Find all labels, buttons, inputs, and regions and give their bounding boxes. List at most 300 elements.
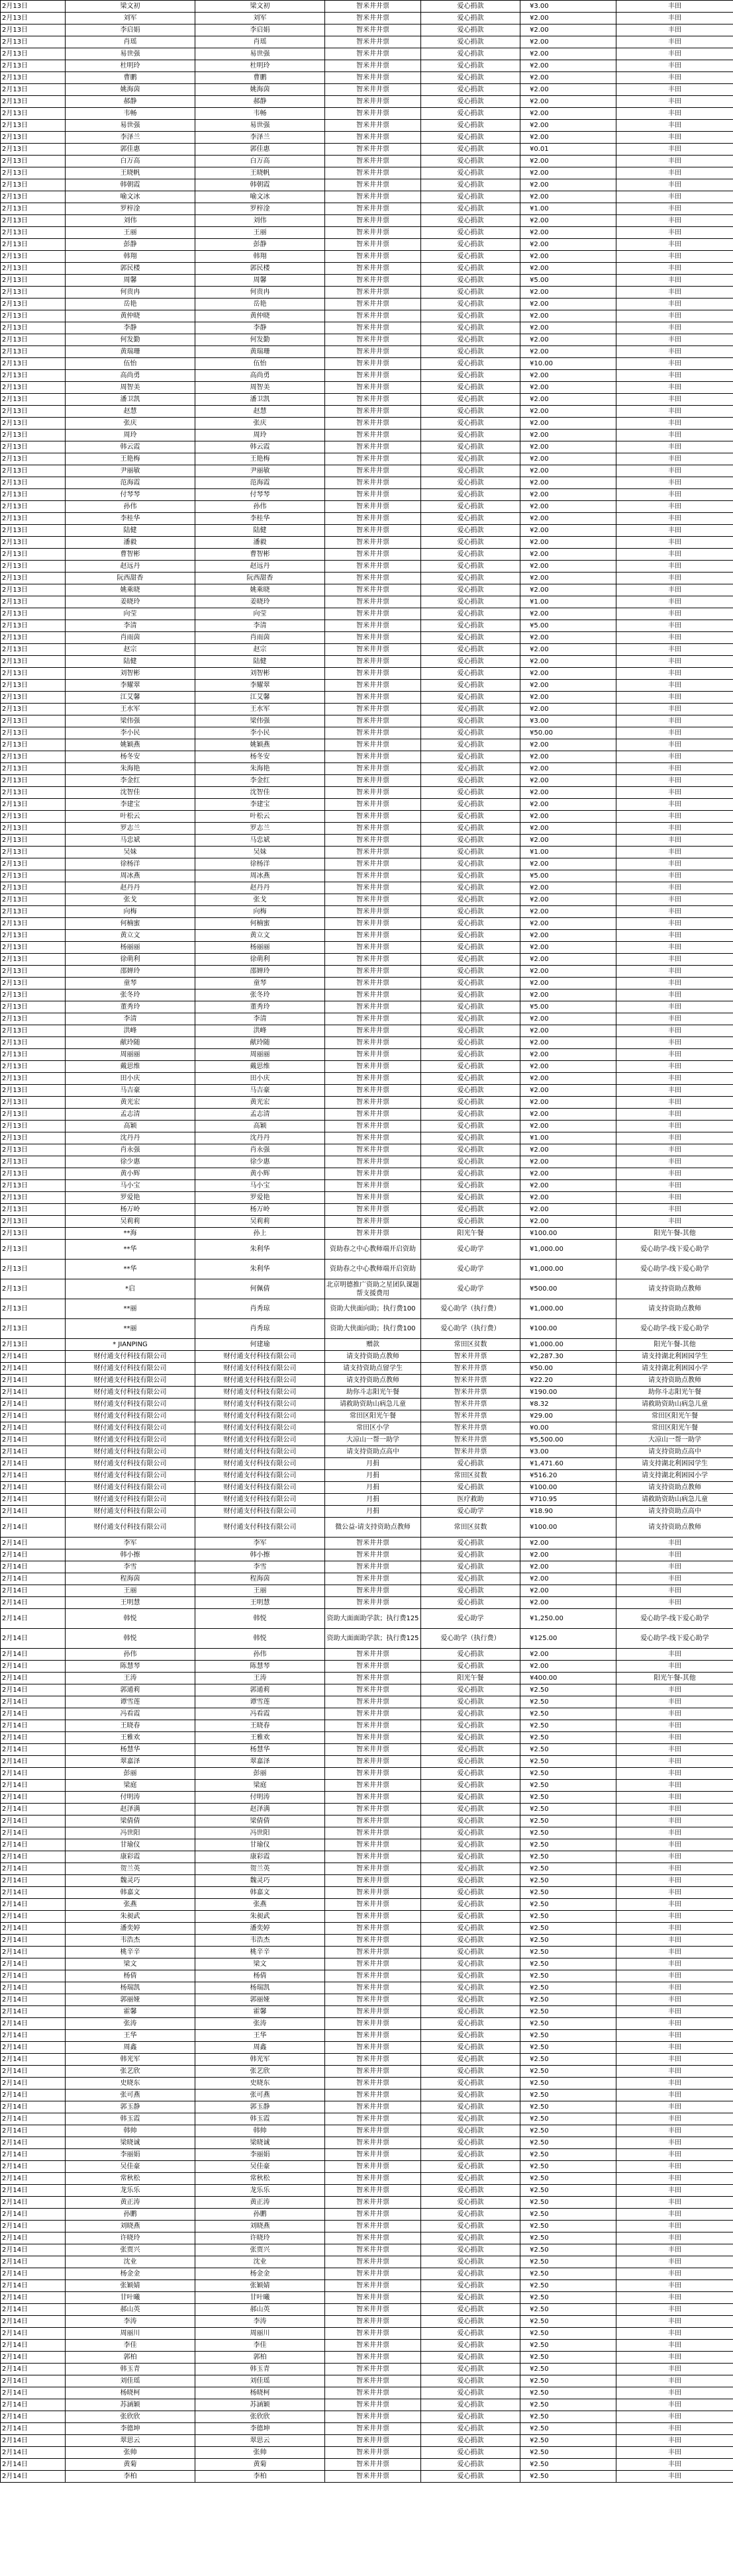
purpose-cell: 智米井井票 xyxy=(325,2244,421,2256)
name-cell: 黄光宏 xyxy=(195,1097,325,1109)
table-row xyxy=(1,465,733,477)
purpose-cell: 智米井井票 xyxy=(325,942,421,954)
amount-cell: ¥1,000.00 xyxy=(520,1299,616,1319)
table-row xyxy=(1,918,733,930)
project-cell: 丰田 xyxy=(616,704,733,715)
table-row xyxy=(1,2435,733,2447)
name-cell: 何佩倩 xyxy=(195,1279,325,1299)
project-cell: 丰田 xyxy=(616,477,733,489)
project-cell: 请支持湖北利困园小学 xyxy=(616,1470,733,1482)
project-cell: 丰田 xyxy=(616,1923,733,1935)
project-cell: 丰田 xyxy=(616,656,733,668)
date-cell: 2月13日 xyxy=(1,751,66,763)
category-cell: 爱心捐款 xyxy=(421,1458,520,1470)
table-row xyxy=(1,1240,733,1260)
category-cell: 爱心捐款 xyxy=(421,1696,520,1708)
project-cell: 丰田 xyxy=(616,287,733,299)
name-cell: 肖瑶 xyxy=(195,36,325,48)
name-cell: 潘毅 xyxy=(195,537,325,549)
category-cell: 爱心捐款 xyxy=(421,96,520,108)
amount-cell: ¥2.00 xyxy=(520,584,616,596)
date-cell: 2月14日 xyxy=(1,2375,66,2387)
table-row xyxy=(1,322,733,334)
name-cell: 赵慧 xyxy=(195,406,325,418)
name-cell: 财付通支付科技有限公司 xyxy=(195,1506,325,1518)
amount-cell: ¥2.00 xyxy=(520,775,616,787)
date-cell: 2月14日 xyxy=(1,2411,66,2423)
donor-cell: 周鑫 xyxy=(66,2042,195,2054)
name-cell: 李桂华 xyxy=(195,513,325,525)
amount-cell: ¥2.00 xyxy=(520,1649,616,1661)
donor-cell: 李静 xyxy=(66,322,195,334)
date-cell: 2月13日 xyxy=(1,227,66,239)
table-row xyxy=(1,2399,733,2411)
donor-cell: 李丽娟 xyxy=(66,2149,195,2161)
date-cell: 2月13日 xyxy=(1,501,66,513)
category-cell: 爱心捐款 xyxy=(421,1661,520,1673)
amount-cell: ¥2.50 xyxy=(520,1935,616,1947)
name-cell: 朱昶武 xyxy=(195,1911,325,1923)
date-cell: 2月13日 xyxy=(1,775,66,787)
date-cell: 2月14日 xyxy=(1,1561,66,1573)
donor-cell: 韩玉青 xyxy=(66,2364,195,2375)
category-cell: 爱心捐款 xyxy=(421,144,520,156)
date-cell: 2月13日 xyxy=(1,156,66,167)
table-row xyxy=(1,894,733,906)
category-cell: 爱心捐款 xyxy=(421,394,520,406)
purpose-cell: 月捐 xyxy=(325,1470,421,1482)
table-row xyxy=(1,1482,733,1494)
donor-cell: 张帅 xyxy=(66,2447,195,2459)
amount-cell: ¥1,000.00 xyxy=(520,1260,616,1279)
name-cell: 李建宝 xyxy=(195,799,325,811)
project-cell: 丰田 xyxy=(616,537,733,549)
name-cell: 甘瑜仪 xyxy=(195,1839,325,1851)
project-cell: 请支持湖北利困园小学 xyxy=(616,1363,733,1375)
amount-cell: ¥2.00 xyxy=(520,799,616,811)
project-cell: 丰田 xyxy=(616,2435,733,2447)
date-cell: 2月13日 xyxy=(1,954,66,966)
name-cell: 韩玉青 xyxy=(195,2364,325,2375)
name-cell: 黄瑞珊 xyxy=(195,346,325,358)
date-cell: 2月14日 xyxy=(1,2447,66,2459)
purpose-cell: 智米井井票 xyxy=(325,191,421,203)
table-row xyxy=(1,584,733,596)
category-cell: 爱心捐款 xyxy=(421,894,520,906)
date-cell: 2月14日 xyxy=(1,1538,66,1549)
date-cell: 2月13日 xyxy=(1,608,66,620)
project-cell: 丰田 xyxy=(616,573,733,584)
name-cell: 杨倩 xyxy=(195,1970,325,1982)
amount-cell: ¥18.90 xyxy=(520,1506,616,1518)
amount-cell: ¥100.00 xyxy=(520,1482,616,1494)
name-cell: 何发勤 xyxy=(195,334,325,346)
category-cell: 爱心捐款 xyxy=(421,561,520,573)
purpose-cell: 智米井井票 xyxy=(325,1156,421,1168)
amount-cell: ¥2.00 xyxy=(520,132,616,144)
project-cell: 丰田 xyxy=(616,966,733,978)
purpose-cell: 智米井井票 xyxy=(325,2435,421,2447)
project-cell: 丰田 xyxy=(616,811,733,823)
date-cell: 2月14日 xyxy=(1,2209,66,2221)
purpose-cell: 智米井井票 xyxy=(325,1911,421,1923)
name-cell: 梁文初 xyxy=(195,1,325,13)
purpose-cell: 智米井井票 xyxy=(325,596,421,608)
project-cell: 丰田 xyxy=(616,2078,733,2090)
table-row xyxy=(1,537,733,549)
name-cell: 王雅欢 xyxy=(195,1732,325,1744)
category-cell: 智米井井票 xyxy=(421,1399,520,1410)
amount-cell: ¥3.00 xyxy=(520,715,616,727)
project-cell: 丰田 xyxy=(616,942,733,954)
category-cell: 爱心捐款 xyxy=(421,644,520,656)
project-cell: 爱心助学-线下爱心助学 xyxy=(616,1609,733,1629)
date-cell: 2月13日 xyxy=(1,1049,66,1061)
project-cell: 丰田 xyxy=(616,191,733,203)
name-cell: 魏灵巧 xyxy=(195,1875,325,1887)
purpose-cell: 资助大面面助学款；执行费125 xyxy=(325,1609,421,1629)
amount-cell: ¥2.00 xyxy=(520,179,616,191)
donor-cell: 李小民 xyxy=(66,727,195,739)
date-cell: 2月14日 xyxy=(1,2161,66,2173)
table-row xyxy=(1,1001,733,1013)
donor-cell: 高颖 xyxy=(66,1121,195,1132)
purpose-cell: 智米井井票 xyxy=(325,1696,421,1708)
date-cell: 2月14日 xyxy=(1,1708,66,1720)
name-cell: 韩朝霞 xyxy=(195,179,325,191)
amount-cell: ¥2.00 xyxy=(520,108,616,120)
project-cell: 丰田 xyxy=(616,2113,733,2125)
purpose-cell: 智米井井票 xyxy=(325,418,421,430)
date-cell: 2月14日 xyxy=(1,1573,66,1585)
amount-cell: ¥2.00 xyxy=(520,167,616,179)
category-cell: 爱心捐款 xyxy=(421,2101,520,2113)
amount-cell: ¥2.00 xyxy=(520,1097,616,1109)
amount-cell: ¥2.50 xyxy=(520,1970,616,1982)
donor-cell: 贺兰英 xyxy=(66,1863,195,1875)
purpose-cell: 智米井井票 xyxy=(325,1887,421,1899)
name-cell: 李小民 xyxy=(195,727,325,739)
donor-cell: 李佳 xyxy=(66,2340,195,2352)
category-cell: 爱心捐款 xyxy=(421,1025,520,1037)
category-cell: 爱心捐款 xyxy=(421,1720,520,1732)
category-cell: 智米井井票 xyxy=(421,1410,520,1422)
table-row xyxy=(1,2304,733,2316)
amount-cell: ¥2.00 xyxy=(520,1561,616,1573)
name-cell: 吴妹 xyxy=(195,847,325,858)
project-cell: 丰田 xyxy=(616,96,733,108)
category-cell: 智米井井票 xyxy=(421,1446,520,1458)
category-cell: 爱心捐款 xyxy=(421,2030,520,2042)
donor-cell: 张戈 xyxy=(66,894,195,906)
name-cell: 周鑫 xyxy=(195,2042,325,2054)
date-cell: 2月14日 xyxy=(1,1597,66,1609)
table-row xyxy=(1,1518,733,1538)
donor-cell: 范海霞 xyxy=(66,477,195,489)
name-cell: 周丽丽 xyxy=(195,1049,325,1061)
name-cell: 孙伟 xyxy=(195,501,325,513)
table-row xyxy=(1,167,733,179)
amount-cell: ¥2.00 xyxy=(520,48,616,60)
amount-cell: ¥2.00 xyxy=(520,489,616,501)
name-cell: 吴莉莉 xyxy=(195,1216,325,1228)
amount-cell: ¥2.00 xyxy=(520,227,616,239)
amount-cell: ¥2.00 xyxy=(520,811,616,823)
project-cell: 丰田 xyxy=(616,1982,733,1994)
amount-cell: ¥2.50 xyxy=(520,1804,616,1816)
table-row xyxy=(1,1025,733,1037)
table-row xyxy=(1,2209,733,2221)
category-cell: 智米井井票 xyxy=(421,1351,520,1363)
amount-cell: ¥2.00 xyxy=(520,966,616,978)
amount-cell: ¥2.00 xyxy=(520,346,616,358)
amount-cell: ¥2.00 xyxy=(520,239,616,251)
date-cell: 2月14日 xyxy=(1,1792,66,1804)
category-cell: 爱心捐款 xyxy=(421,382,520,394)
donor-cell: 朱昶武 xyxy=(66,1911,195,1923)
category-cell: 爱心捐款 xyxy=(421,477,520,489)
category-cell: 爱心捐款 xyxy=(421,1744,520,1756)
category-cell: 爱心捐款 xyxy=(421,727,520,739)
purpose-cell: 智米井井票 xyxy=(325,704,421,715)
category-cell: 爱心捐款 xyxy=(421,1684,520,1696)
donor-cell: 财付通支付科技有限公司 xyxy=(66,1494,195,1506)
purpose-cell: 智米井井票 xyxy=(325,2328,421,2340)
donor-cell: 周丽丽 xyxy=(66,1049,195,1061)
donor-cell: 高尚勇 xyxy=(66,370,195,382)
project-cell: 丰田 xyxy=(616,430,733,441)
category-cell: 爱心捐款 xyxy=(421,346,520,358)
category-cell: 爱心捐款 xyxy=(421,2364,520,2375)
amount-cell: ¥2.50 xyxy=(520,2316,616,2328)
amount-cell: ¥2.00 xyxy=(520,644,616,656)
project-cell: 丰田 xyxy=(616,2340,733,2352)
project-cell: 丰田 xyxy=(616,13,733,24)
table-row xyxy=(1,1121,733,1132)
amount-cell: ¥2.50 xyxy=(520,2113,616,2125)
table-row xyxy=(1,715,733,727)
table-row xyxy=(1,441,733,453)
table-row xyxy=(1,1684,733,1696)
purpose-cell: 智米井井票 xyxy=(325,1192,421,1204)
category-cell: 爱心捐款 xyxy=(421,2340,520,2352)
amount-cell: ¥2.00 xyxy=(520,1013,616,1025)
donor-cell: 陆健 xyxy=(66,656,195,668)
name-cell: 史晓东 xyxy=(195,2078,325,2090)
purpose-cell: 智米井井票 xyxy=(325,120,421,132)
table-row xyxy=(1,84,733,96)
date-cell: 2月13日 xyxy=(1,727,66,739)
donor-cell: 张贾兴 xyxy=(66,2244,195,2256)
donor-cell: 向梅 xyxy=(66,906,195,918)
purpose-cell: 智米井井票 xyxy=(325,2149,421,2161)
amount-cell: ¥2.50 xyxy=(520,1851,616,1863)
date-cell: 2月14日 xyxy=(1,1947,66,1958)
name-cell: 张可燕 xyxy=(195,2090,325,2101)
donor-cell: 罗梓淦 xyxy=(66,203,195,215)
amount-cell: ¥2.00 xyxy=(520,823,616,835)
table-row xyxy=(1,120,733,132)
name-cell: 赵泽满 xyxy=(195,1804,325,1816)
purpose-cell: 智米井井票 xyxy=(325,96,421,108)
amount-cell: ¥2.00 xyxy=(520,954,616,966)
table-row xyxy=(1,835,733,847)
date-cell: 2月14日 xyxy=(1,1756,66,1768)
name-cell: 郭丽娅 xyxy=(195,1994,325,2006)
donor-cell: 刘佳瑶 xyxy=(66,2375,195,2387)
date-cell: 2月14日 xyxy=(1,2268,66,2280)
donor-cell: 梁文 xyxy=(66,1958,195,1970)
category-cell: 爱心捐款 xyxy=(421,358,520,370)
purpose-cell: 智米井井票 xyxy=(325,2125,421,2137)
name-cell: 张涛 xyxy=(195,2018,325,2030)
category-cell: 爱心捐款 xyxy=(421,1935,520,1947)
project-cell: 阳光午餐-其他 xyxy=(616,1673,733,1684)
table-row xyxy=(1,1744,733,1756)
project-cell: 丰田 xyxy=(616,370,733,382)
name-cell: 杨晓柯 xyxy=(195,2387,325,2399)
amount-cell: ¥2.00 xyxy=(520,656,616,668)
purpose-cell: 智米井井票 xyxy=(325,978,421,989)
category-cell: 爱心捐款 xyxy=(421,1109,520,1121)
amount-cell: ¥2.00 xyxy=(520,394,616,406)
name-cell: 王丽 xyxy=(195,227,325,239)
date-cell: 2月14日 xyxy=(1,1970,66,1982)
table-row xyxy=(1,251,733,263)
date-cell: 2月13日 xyxy=(1,1216,66,1228)
amount-cell: ¥2.00 xyxy=(520,191,616,203)
donor-cell: 杨慧华 xyxy=(66,1744,195,1756)
donor-cell: 孟志清 xyxy=(66,1109,195,1121)
purpose-cell: 智米井井票 xyxy=(325,1804,421,1816)
project-cell: 丰田 xyxy=(616,1720,733,1732)
amount-cell: ¥2.50 xyxy=(520,2042,616,2054)
donor-cell: 王明慧 xyxy=(66,1597,195,1609)
amount-cell: ¥2.50 xyxy=(520,2340,616,2352)
date-cell: 2月13日 xyxy=(1,715,66,727)
date-cell: 2月13日 xyxy=(1,441,66,453)
category-cell: 爱心捐款 xyxy=(421,132,520,144)
amount-cell: ¥2.50 xyxy=(520,2292,616,2304)
purpose-cell: 智米井井票 xyxy=(325,84,421,96)
project-cell: 丰田 xyxy=(616,787,733,799)
name-cell: 桃辛辛 xyxy=(195,1947,325,1958)
project-cell: 丰田 xyxy=(616,1,733,13)
date-cell: 2月13日 xyxy=(1,1279,66,1299)
category-cell: 爱心捐款 xyxy=(421,322,520,334)
table-row xyxy=(1,489,733,501)
donor-cell: 黄立文 xyxy=(66,930,195,942)
donor-cell: **华 xyxy=(66,1240,195,1260)
purpose-cell: 智米井井票 xyxy=(325,2018,421,2030)
category-cell: 爱心捐款 xyxy=(421,1994,520,2006)
project-cell: 丰田 xyxy=(616,1168,733,1180)
table-row xyxy=(1,1875,733,1887)
category-cell: 爱心捐款 xyxy=(421,2328,520,2340)
donor-cell: 杨倩 xyxy=(66,1970,195,1982)
category-cell: 爱心捐款 xyxy=(421,513,520,525)
project-cell: 丰田 xyxy=(616,1549,733,1561)
date-cell: 2月13日 xyxy=(1,310,66,322)
category-cell: 爱心捐款 xyxy=(421,84,520,96)
project-cell: 丰田 xyxy=(616,1085,733,1097)
donor-cell: 韩玉霞 xyxy=(66,2113,195,2125)
donor-cell: 王艳梅 xyxy=(66,453,195,465)
project-cell: 丰田 xyxy=(616,310,733,322)
name-cell: 谭雪莲 xyxy=(195,1696,325,1708)
name-cell: 刘智彬 xyxy=(195,668,325,680)
purpose-cell: 智米井井票 xyxy=(325,1708,421,1720)
date-cell: 2月13日 xyxy=(1,144,66,156)
name-cell: 孟志清 xyxy=(195,1109,325,1121)
name-cell: 高尚勇 xyxy=(195,370,325,382)
donor-cell: 陆健 xyxy=(66,525,195,537)
category-cell: 爱心捐款 xyxy=(421,870,520,882)
donor-cell: 白万高 xyxy=(66,156,195,167)
project-cell: 丰田 xyxy=(616,1597,733,1609)
donor-cell: 杨万岭 xyxy=(66,1204,195,1216)
table-row xyxy=(1,1947,733,1958)
purpose-cell: 智米井井票 xyxy=(325,525,421,537)
project-cell: 请救助资助山病急儿童 xyxy=(616,1399,733,1410)
table-row xyxy=(1,966,733,978)
category-cell: 爱心捐款 xyxy=(421,1947,520,1958)
table-row xyxy=(1,1827,733,1839)
amount-cell: ¥2.00 xyxy=(520,858,616,870)
category-cell: 爱心捐款 xyxy=(421,2232,520,2244)
name-cell: 韩小擦 xyxy=(195,1549,325,1561)
table-row xyxy=(1,1839,733,1851)
project-cell: 丰田 xyxy=(616,382,733,394)
donor-cell: **丽 xyxy=(66,1299,195,1319)
purpose-cell: 资助春之中心教师端开启资助 xyxy=(325,1240,421,1260)
date-cell: 2月14日 xyxy=(1,2173,66,2185)
name-cell: 田小庆 xyxy=(195,1073,325,1085)
table-row xyxy=(1,608,733,620)
category-cell: 爱心捐款 xyxy=(421,537,520,549)
donor-cell: 董秀玲 xyxy=(66,1001,195,1013)
category-cell: 爱心捐款 xyxy=(421,751,520,763)
project-cell: 丰田 xyxy=(616,322,733,334)
amount-cell: ¥2.00 xyxy=(520,430,616,441)
name-cell: 张庆 xyxy=(195,418,325,430)
project-cell: 请支持资助点高中 xyxy=(616,1506,733,1518)
amount-cell: ¥2.00 xyxy=(520,1661,616,1673)
category-cell: 爱心捐款 xyxy=(421,1585,520,1597)
donor-cell: 陈慧琴 xyxy=(66,1661,195,1673)
project-cell: 丰田 xyxy=(616,1958,733,1970)
name-cell: 杨金金 xyxy=(195,2268,325,2280)
date-cell: 2月14日 xyxy=(1,2113,66,2125)
category-cell: 爱心捐款 xyxy=(421,1708,520,1720)
table-row xyxy=(1,882,733,894)
name-cell: 杜明玲 xyxy=(195,60,325,72)
table-row xyxy=(1,239,733,251)
category-cell: 爱心捐款 xyxy=(421,2161,520,2173)
donor-cell: 韩嘉文 xyxy=(66,1887,195,1899)
amount-cell: ¥2.00 xyxy=(520,299,616,310)
purpose-cell: 智米井井票 xyxy=(325,918,421,930)
table-row xyxy=(1,989,733,1001)
amount-cell: ¥2.00 xyxy=(520,1037,616,1049)
category-cell: 爱心捐款 xyxy=(421,2018,520,2030)
donor-cell: 韩云霞 xyxy=(66,441,195,453)
date-cell: 2月13日 xyxy=(1,13,66,24)
category-cell: 爱心捐款 xyxy=(421,227,520,239)
project-cell: 丰田 xyxy=(616,167,733,179)
date-cell: 2月14日 xyxy=(1,2471,66,2483)
table-row xyxy=(1,1410,733,1422)
